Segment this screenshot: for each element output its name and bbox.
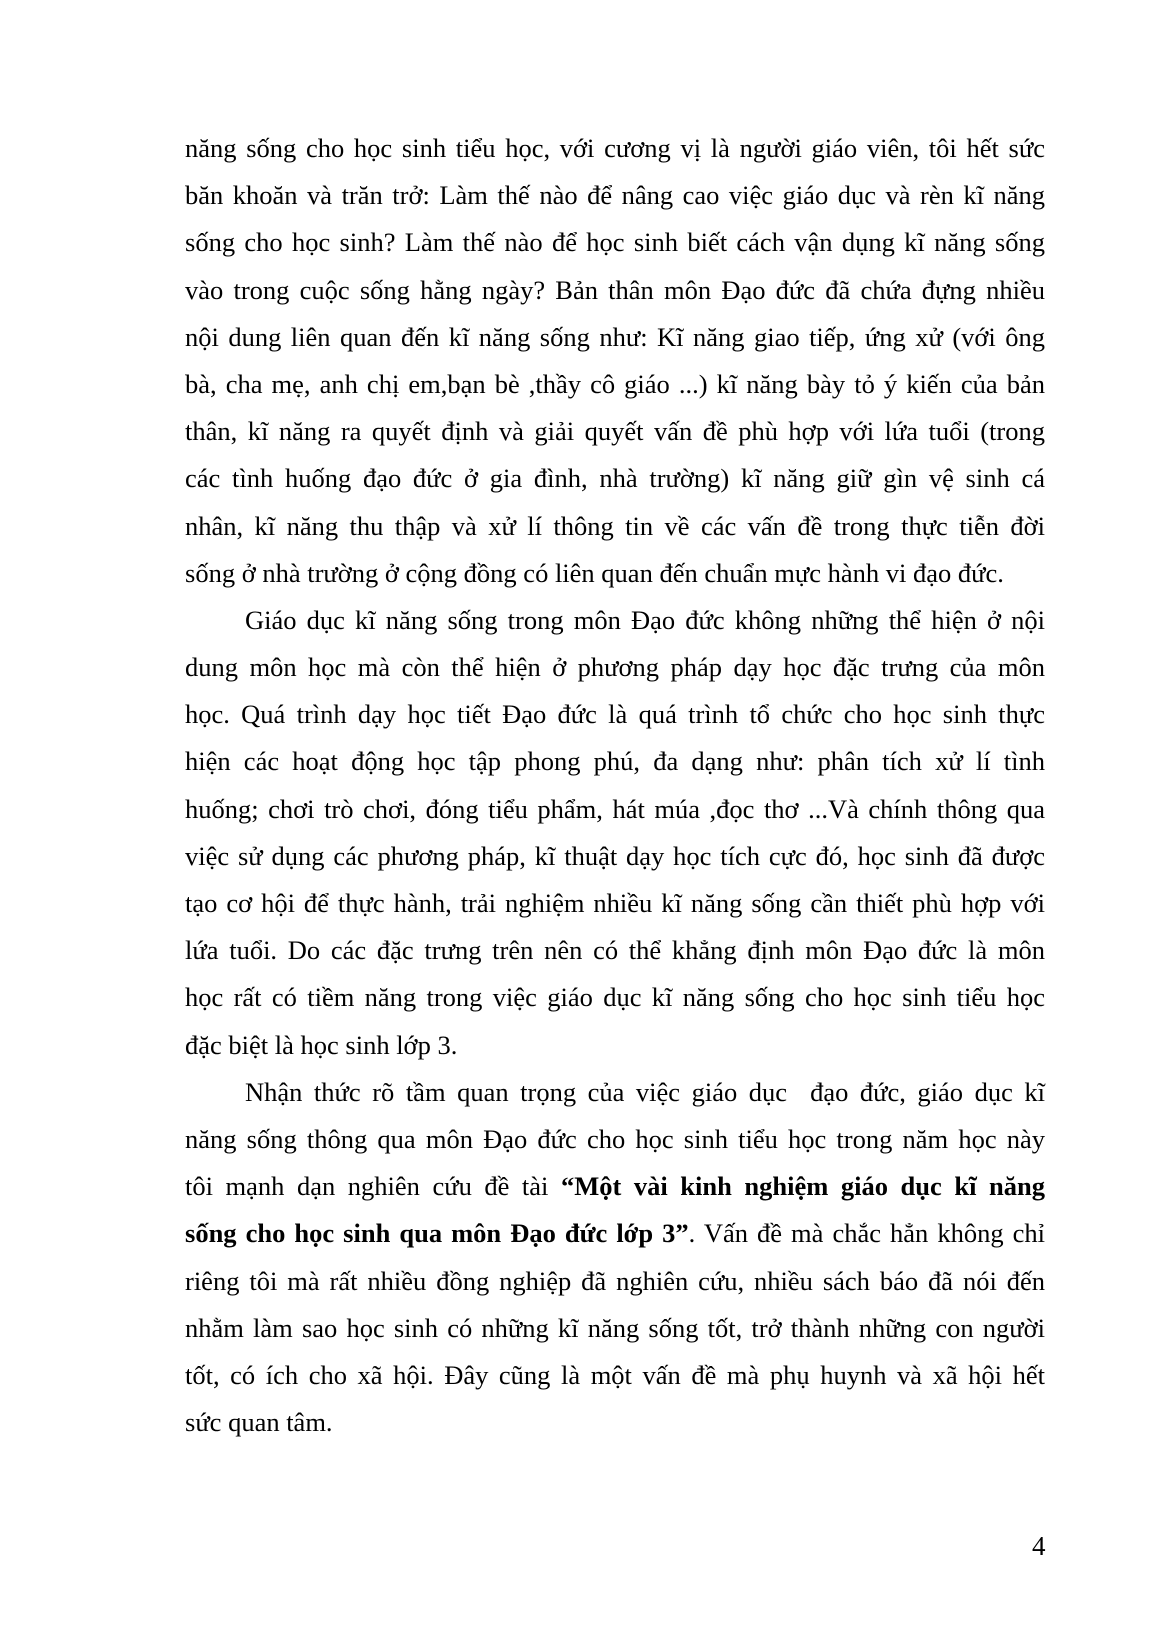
- text-line-content: Giáo dục kĩ năng sống trong môn Đạo đức không những thể hiện ở nội: [245, 604, 1045, 635]
- text-line-content: lứa tuổi. Do các đặc trưng trên nên có thể khẳng định môn Đạo đức là môn: [185, 935, 1045, 966]
- text-line: [185, 361, 1045, 408]
- text-line: [185, 408, 1045, 455]
- text-line: [185, 550, 1045, 597]
- text-line: [185, 125, 1045, 172]
- text-line-content: hiện các hoạt động học tập phong phú, đa dạng như: phân tích xử lí tình: [185, 746, 1045, 777]
- text-line-content: sức quan tâm.: [185, 1407, 333, 1438]
- text-line: [185, 219, 1045, 266]
- text-line: [185, 644, 1045, 691]
- text-line-content: băn khoăn và trăn trở: Làm thế nào để nâng cao việc giáo dục và rèn kĩ năng: [185, 180, 1045, 211]
- text-line-content: Nhận thức rõ tầm quan trọng của việc giáo dục đạo đức, giáo dục kĩ: [245, 1076, 1045, 1107]
- text-line-content: đặc biệt là học sinh lớp 3.: [185, 1029, 458, 1060]
- text-line: [185, 738, 1045, 785]
- text-line-content: nhân, kĩ năng thu thập và xử lí thông tin về các vấn đề trong thực tiễn đời: [185, 510, 1045, 541]
- text-line: [185, 1305, 1045, 1352]
- text-line: [185, 880, 1045, 927]
- text-line: [185, 1022, 1045, 1069]
- paragraph: [185, 597, 1045, 1069]
- text-line-content: huống; chơi trò chơi, đóng tiểu phẩm, hát múa ,đọc thơ ...Và chính thông qua: [185, 793, 1045, 824]
- text-line: [185, 1069, 1045, 1116]
- page-number: 4: [1032, 1531, 1046, 1561]
- text-line: [185, 1399, 1045, 1446]
- text-line-content: tốt, có ích cho xã hội. Đây cũng là một vấn đề mà phụ huynh và xã hội hết: [185, 1359, 1045, 1390]
- text-line: [185, 974, 1045, 1021]
- text-line: [185, 1210, 1045, 1257]
- text-line-content: bà, cha mẹ, anh chị em,bạn bè ,thầy cô giáo ...) kĩ năng bày tỏ ý kiến của bản: [185, 368, 1045, 399]
- text-line-content: sống cho học sinh? Làm thế nào để học sinh biết cách vận dụng kĩ năng sống: [185, 227, 1045, 258]
- text-line: [185, 314, 1045, 361]
- text-line: [185, 1352, 1045, 1399]
- text-line-content: riêng tôi mà rất nhiều đồng nghiệp đã nghiên cứu, nhiều sách báo đã nói đến: [185, 1265, 1045, 1296]
- text-line-content: học. Quá trình dạy học tiết Đạo đức là quá trình tổ chức cho học sinh thực: [185, 699, 1045, 730]
- text-line-content: thân, kĩ năng ra quyết định và giải quyết vấn đề phù hợp với lứa tuổi (trong: [185, 416, 1045, 447]
- text-line-content: nội dung liên quan đến kĩ năng sống như: Kĩ năng giao tiếp, ứng xử (với ông: [185, 321, 1045, 352]
- text-line: [185, 455, 1045, 502]
- text-line-content: vào trong cuộc sống hằng ngày? Bản thân môn Đạo đức đã chứa đựng nhiều: [185, 274, 1045, 305]
- text-line-content: nhằm làm sao học sinh có những kĩ năng sống tốt, trở thành những con người: [185, 1312, 1045, 1343]
- text-block: [185, 125, 1045, 1446]
- text-line-content: các tình huống đạo đức ở gia đình, nhà trường) kĩ năng giữ gìn vệ sinh cá: [185, 463, 1045, 494]
- text-line-content: tôi mạnh dạn nghiên cứu đề tài “Một vài kinh nghiệm giáo dục kĩ năng: [185, 1171, 1045, 1202]
- text-line-content: năng sống thông qua môn Đạo đức cho học sinh tiểu học trong năm học này: [185, 1123, 1045, 1154]
- paragraph: [185, 1069, 1045, 1447]
- text-line: [185, 786, 1045, 833]
- text-line: [185, 1163, 1045, 1210]
- text-line-content: tạo cơ hội để thực hành, trải nghiệm nhiều kĩ năng sống cần thiết phù hợp với: [185, 888, 1045, 918]
- text-line-content: năng sống cho học sinh tiểu học, với cương vị là người giáo viên, tôi hết sức: [185, 133, 1045, 163]
- text-line: [185, 691, 1045, 738]
- text-line: [185, 1116, 1045, 1163]
- text-line-content: học rất có tiềm năng trong việc giáo dục kĩ năng sống cho học sinh tiểu học: [185, 982, 1045, 1013]
- text-line: [185, 172, 1045, 219]
- paragraph: [185, 125, 1045, 597]
- text-line-content: dung môn học mà còn thể hiện ở phương pháp dạy học đặc trưng của môn: [185, 652, 1045, 683]
- text-line: [185, 1258, 1045, 1305]
- text-line: [185, 833, 1045, 880]
- text-line-content: sống cho học sinh qua môn Đạo đức lớp 3”. Vấn đề mà chắc hẳn không chỉ: [185, 1218, 1045, 1249]
- text-line: [185, 503, 1045, 550]
- text-line: [185, 267, 1045, 314]
- text-line-content: sống ở nhà trường ở cộng đồng có liên quan đến chuẩn mực hành vi đạo đức.: [185, 557, 1004, 588]
- text-line-content: việc sử dụng các phương pháp, kĩ thuật dạy học tích cực đó, học sinh đã được: [185, 840, 1045, 871]
- text-line: [185, 927, 1045, 974]
- text-line: [185, 597, 1045, 644]
